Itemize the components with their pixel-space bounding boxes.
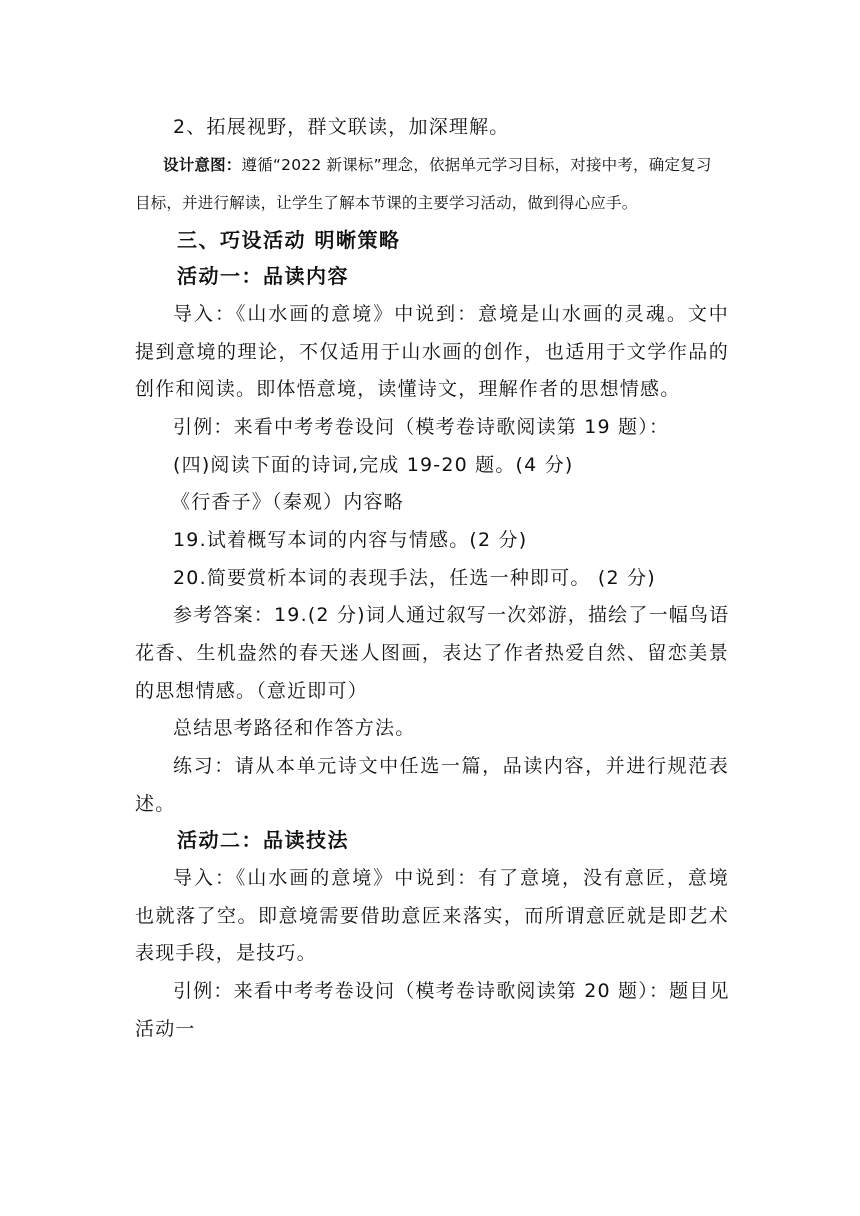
a1-summary-line: 总结思考路径和作答方法。: [173, 717, 416, 739]
a1-answer-line-2: 花香、生机盎然的春天迷人图画，表达了作者热爱自然、留恋美景: [135, 642, 729, 664]
a1-answer-line-1: 参考答案：19.(2 分)词人通过叙写一次郊游，描绘了一幅鸟语: [173, 604, 730, 626]
a1-answer-line-3: 的思想情感。（意近即可）: [135, 680, 368, 702]
a1-intro-line-3: 创作和阅读。即体悟意境，读懂诗文，理解作者的思想情感。: [135, 378, 681, 400]
a1-question-19: 19.试着概写本词的内容与情感。(2 分): [173, 529, 528, 551]
a1-intro-line-1: 导入：《山水画的意境》中说到：意境是山水画的灵魂。文中: [173, 303, 729, 325]
a2-intro-line-3: 表现手段，是技巧。: [135, 942, 317, 964]
design-intent-label: 设计意图：: [163, 156, 242, 174]
a1-question-intro: (四)阅读下面的诗词,完成 19-20 题。(4 分): [173, 454, 574, 476]
activity-2-heading: 活动二：品读技法: [177, 828, 349, 852]
a1-practice-line-1: 练习：请从本单元诗文中任选一篇，品读内容，并进行规范表: [173, 755, 729, 777]
a2-intro-line-1: 导入：《山水画的意境》中说到：有了意境，没有意匠，意境: [173, 867, 729, 889]
design-intent-text-1: 遵循“2022 新课标”理念，依据单元学习目标，对接中考，确定复习: [241, 156, 712, 174]
a1-practice-line-2: 述。: [135, 793, 176, 815]
design-intent-line-1: [163, 158, 712, 174]
a2-example-line-1: 引例：来看中考考卷设问（模考卷诗歌阅读第 20 题）：题目见: [173, 980, 730, 1002]
design-intent-line-2: 目标，并进行解读，让学生了解本节课的主要学习活动，做到得心应手。: [135, 194, 638, 212]
a1-intro-line-2: 提到意境的理论，不仅适用于山水画的创作，也适用于文学作品的: [135, 341, 729, 363]
a2-intro-line-2: 也就落了空。即意境需要借助意匠来落实，而所谓意匠就是即艺术: [135, 905, 729, 927]
activity-1-heading: 活动一：品读内容: [177, 264, 349, 288]
a1-question-20: 20.简要赏析本词的表现手法，任选一种即可。 (2 分): [173, 567, 656, 589]
a1-example-line: 引例：来看中考考卷设问（模考卷诗歌阅读第 19 题）：: [173, 416, 670, 438]
goal-2-line: 2、拓展视野，群文联读，加深理解。: [173, 116, 510, 138]
a1-poem-line: 《行香子》（秦观）内容略: [171, 491, 404, 513]
a2-example-line-2: 活动一: [135, 1018, 196, 1040]
section-3-heading: 三、巧设活动 明晰策略: [177, 228, 401, 252]
